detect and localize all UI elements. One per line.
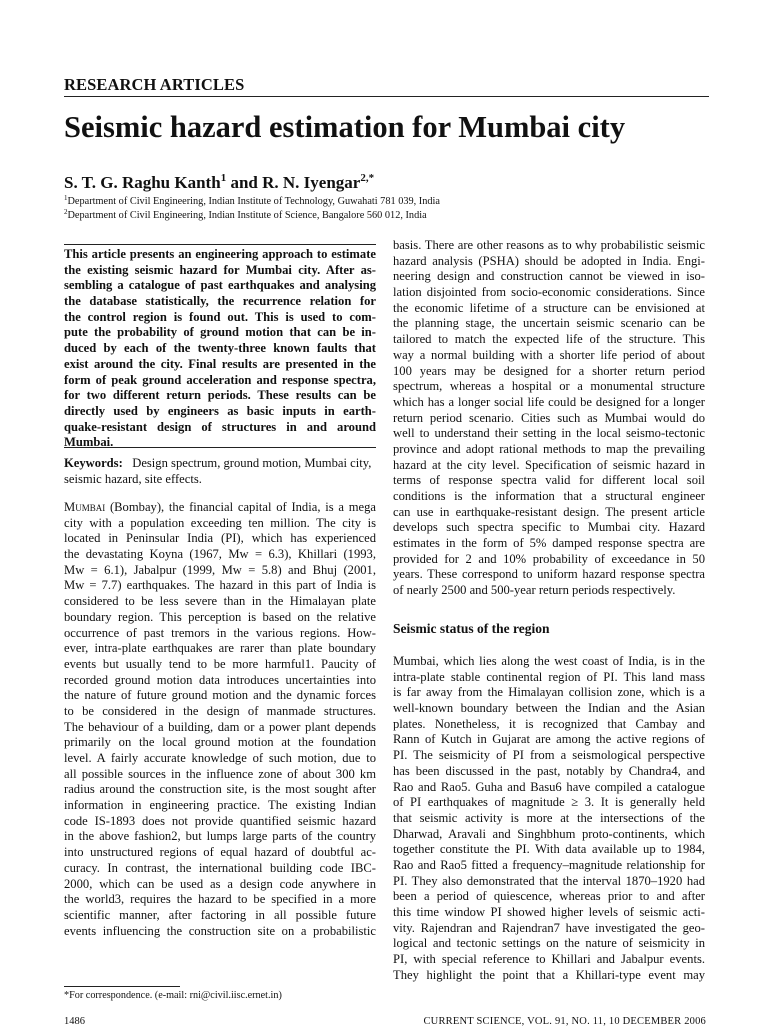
journal-info: CURRENT SCIENCE, VOL. 91, NO. 11, 10 DECEMBER 2006 bbox=[423, 1016, 706, 1027]
top-rule bbox=[64, 96, 709, 97]
right-body-1-line: the planning stage, the uncertain seismic scenario can be bbox=[393, 316, 705, 331]
affiliation-2-sup: 2 bbox=[64, 208, 68, 216]
right-body-1-line: of nearly 2500 and 500-year return periods respectively. bbox=[393, 583, 676, 598]
left-body-line: ever, intra-plate earthquakes are rarer than plate boundary bbox=[64, 641, 376, 656]
right-body-2-line: of PI earthquakes of magnitude ≥ 3. It is generally held bbox=[393, 795, 705, 810]
affiliation-1 bbox=[64, 196, 709, 209]
left-body-line: events but usually tend to be more harmful1. Paucity of bbox=[64, 656, 376, 671]
right-body-1-line: conditions is the information that a structural engineer bbox=[393, 489, 705, 503]
right-body-2-line: Dharwad, Aravali and Singhbhum proto-continents, which bbox=[393, 826, 705, 841]
left-body-line: information in engineering practice. The existing Indian bbox=[64, 798, 376, 813]
right-body-2-line: Rann of Kutch in Gujarat are among the active regions of bbox=[393, 732, 705, 747]
abstract-line: the database statistically, the recurrence relation for bbox=[64, 294, 376, 309]
left-body-line: the world3, requires the hazard to be specified in a more bbox=[64, 892, 376, 907]
right-body-1-line: well to understand their setting in the local seismo-tectonic bbox=[393, 426, 705, 441]
right-body-1-line: the economic lifetime of a structure can be envisioned at bbox=[393, 300, 705, 315]
first-line-rest: (Bombay), the financial capital of India, is a mega bbox=[105, 500, 376, 514]
keywords-label: Keywords: bbox=[64, 456, 123, 470]
right-body-1-line: tailored to match the expected life of the structure. This bbox=[393, 332, 705, 347]
left-body-line: curacy. In contrast, the international building code IBC- bbox=[64, 860, 376, 875]
abstract-line: exist around the city. Final results are presented in the bbox=[64, 356, 376, 371]
right-body-1-line: province and adopt rational methods to map the prevailing bbox=[393, 441, 705, 456]
left-body-line: city with a population exceeding ten million. The city is bbox=[64, 515, 376, 530]
left-body-line: the devastating Koyna (1967, Mw = 6.3), Khillari (1993, bbox=[64, 547, 376, 562]
right-body-2-line: vity. Rajendran and Rajendran7 have investigated the geo- bbox=[393, 920, 705, 935]
right-body-2-line: logical and tectonic settings on the nature of seismicity in bbox=[393, 936, 705, 951]
right-body-1-line: estimates in the form of 5% damped response spectra are bbox=[393, 536, 705, 551]
abstract-rule-top bbox=[64, 244, 376, 245]
right-body-1-line: can use in earthquake-resistant design. The present article bbox=[393, 504, 705, 519]
article-title: Seismic hazard estimation for Mumbai city bbox=[64, 110, 626, 144]
author-2-sup: 2,* bbox=[360, 172, 375, 184]
author-1: S. T. G. Raghu Kanth bbox=[64, 173, 221, 192]
author-and: and bbox=[226, 173, 263, 192]
right-body-1-line: years. These correspond to uniform hazard response spectra bbox=[393, 567, 705, 582]
right-body-1-line: develops such spectra specific to Mumbai city. Hazard bbox=[393, 520, 705, 535]
left-body-line: scientific manner, after factoring in all possible future bbox=[64, 907, 376, 922]
left-body-line: level. A fairly accurate knowledge of such motion, due to bbox=[64, 751, 376, 765]
right-body-1-line: terms of response spectra valid for different local soil bbox=[393, 473, 705, 488]
affiliation-2 bbox=[64, 210, 709, 223]
affiliation-1-sup: 1 bbox=[64, 194, 68, 202]
affiliation-2-text: Department of Civil Engineering, Indian Institute of Science, Bangalore 560 012, India bbox=[67, 210, 427, 221]
right-body-1-line: 100 years may be designed for a shorter return period bbox=[393, 363, 705, 378]
left-body-line: Mw = 6.1), Jabalpur (1999, Mw = 5.8) and Bhuj (2001, bbox=[64, 562, 376, 577]
left-body-line: Mw = 7.7) earthquakes. The hazard in this part of India is bbox=[64, 578, 376, 593]
right-body-1-line: neering design and construction cannot be viewed in iso- bbox=[393, 269, 705, 284]
page-number: 1486 bbox=[64, 1016, 85, 1027]
right-body-2-line: been a period of quiescence, whereas prior to and after bbox=[393, 889, 705, 904]
footnote-rule bbox=[64, 986, 180, 987]
left-body-line: radius around the construction site, is the most sought after bbox=[64, 782, 376, 797]
right-body-2-line: Rao and Rao5. Guha and Basu6 have compiled a catalogue bbox=[393, 779, 705, 794]
right-body-2-line: that seismic activity is more at the intersections of the bbox=[393, 810, 705, 825]
keywords-line-1 bbox=[64, 456, 376, 472]
right-body-2-line: well-known boundary between the Indian and the Asian bbox=[393, 701, 705, 716]
right-body-2-line: is far away from the Himalayan collision zone, which is a bbox=[393, 685, 705, 700]
author-2: R. N. Iyengar bbox=[262, 173, 361, 192]
right-body-2-line: Rao and Rao5 fitted a frequency–magnitude relationship for bbox=[393, 857, 705, 872]
abstract bbox=[64, 247, 376, 451]
right-body-2-line: PI. They also demonstrated that the interval 1870–1920 had bbox=[393, 873, 705, 888]
left-body-line: primarily on the local ground motion at the foundation bbox=[64, 735, 376, 750]
left-body-line: in the above fashion2, but lumps large parts of the country bbox=[64, 829, 376, 844]
right-body-1-line: basis. There are other reasons as to why probabilistic seismic bbox=[393, 238, 705, 252]
right-body-2-line: has been discussed in the past, notably by Chandra4, and bbox=[393, 763, 705, 778]
affiliation-1-text: Department of Civil Engineering, Indian Institute of Technology, Guwahati 781 039, India bbox=[67, 196, 440, 207]
left-body-line: recorded ground motion data introduces uncertainties into bbox=[64, 672, 376, 687]
abstract-line: sembling a catalogue of past earthquakes and analysing bbox=[64, 278, 376, 293]
right-body-1 bbox=[393, 238, 705, 599]
right-body-2-line: They highlight the point that a Khillari-type event may bbox=[393, 967, 705, 982]
footnote: *For correspondence. (e-mail: rni@civil.iisc.ernet.in) bbox=[64, 990, 282, 1001]
right-body-1-line: way a normal building with a shorter life period of about bbox=[393, 347, 705, 362]
right-body-1-line: spectrum, whereas a hospital or a monumental structure bbox=[393, 379, 705, 394]
section-heading: Seismic status of the region bbox=[393, 621, 550, 636]
right-body-2-line: PI. The seismicity of PI from a seismological perspective bbox=[393, 748, 705, 763]
left-body-line: events influencing the construction site on a probabilistic bbox=[64, 923, 376, 938]
left-body-line: into unstructured regions of equal hazard of doubtful ac- bbox=[64, 845, 376, 860]
right-body-2-line: this time window PI showed higher levels of seismic acti- bbox=[393, 905, 705, 919]
dropcap: Mumbai bbox=[64, 500, 106, 514]
left-body-line: occurrence of past tremors in the various regions. How- bbox=[64, 625, 376, 640]
keywords-text-1: Design spectrum, ground motion, Mumbai city, bbox=[132, 456, 372, 470]
right-body-1-line: return period scenario. Cities such as Mumbai would do bbox=[393, 410, 705, 425]
abstract-line: form of peak ground acceleration and response spectra, bbox=[64, 372, 376, 387]
left-body-line: all possible sources in the influence zone of about 300 km bbox=[64, 766, 376, 781]
right-body-2-line: Mumbai, which lies along the west coast of India, is in the bbox=[393, 654, 705, 668]
keywords bbox=[64, 456, 376, 487]
left-body-line: the nature of future ground motion and the dynamic forces bbox=[64, 688, 376, 703]
right-body-1-line: which has a longer social life could be designed for a longer bbox=[393, 394, 705, 409]
author-1-sup: 1 bbox=[220, 172, 227, 184]
keywords-line-2: seismic hazard, site effects. bbox=[64, 471, 202, 486]
abstract-line: the existing seismic hazard for Mumbai city. After as- bbox=[64, 262, 376, 277]
abstract-line: Mumbai. bbox=[64, 435, 114, 450]
abstract-line: This article presents an engineering approach to estimate bbox=[64, 247, 376, 261]
left-body-first-line bbox=[64, 500, 376, 516]
right-body-2-line: intra-plate stable continental region of PI. This land mass bbox=[393, 669, 705, 684]
abstract-line: quake-resistant design of structures in and around bbox=[64, 419, 376, 434]
left-body-line: to be considered in the design of manmade structures. bbox=[64, 703, 376, 718]
right-body-1-line: hazard analysis (PSHA) should be adopted in India. Engi- bbox=[393, 253, 705, 268]
abstract-line: for two different return periods. These results can be bbox=[64, 388, 376, 403]
section-label: RESEARCH ARTICLES bbox=[64, 75, 245, 94]
abstract-line: directly used by engineers as basic inputs in earth- bbox=[64, 403, 376, 418]
left-body-line: boundary region. This perception is based on the relative bbox=[64, 609, 376, 624]
abstract-line: pute the probability of ground motion that can be in- bbox=[64, 325, 376, 340]
abstract-rule-bottom bbox=[64, 447, 376, 448]
left-body-line: The behaviour of a building, dam or a power plant depends bbox=[64, 719, 376, 734]
abstract-line: duced by each of the twenty-three known faults that bbox=[64, 341, 376, 356]
right-body-1-line: provided for 2 and 10% probability of exceedance in 50 bbox=[393, 551, 705, 566]
left-body-line: located in Peninsular India (PI), which has experienced bbox=[64, 531, 376, 546]
authors bbox=[64, 173, 374, 193]
left-body bbox=[64, 500, 376, 939]
right-body-2 bbox=[393, 654, 705, 983]
right-body-2-line: together constitute the PI. With data available up to 1984, bbox=[393, 842, 705, 857]
left-body-line: considered to be less severe than in the Himalayan plate bbox=[64, 594, 376, 609]
right-body-1-line: lation disjointed from socio-economic considerations. Since bbox=[393, 285, 705, 300]
right-body-1-line: hazard at the city level. Specification of seismic hazard in bbox=[393, 457, 705, 472]
abstract-line: the control region is found out. This is used to com- bbox=[64, 309, 376, 324]
left-body-line: 2000, which can be used as a design code anywhere in bbox=[64, 876, 376, 891]
right-body-2-line: plates. Nonetheless, it is recognized that Cambay and bbox=[393, 716, 705, 731]
left-body-line: code IS-1893 does not provide quantified seismic hazard bbox=[64, 813, 376, 828]
right-body-2-line: PI, with special reference to Khillari and Jabalpur events. bbox=[393, 952, 705, 967]
